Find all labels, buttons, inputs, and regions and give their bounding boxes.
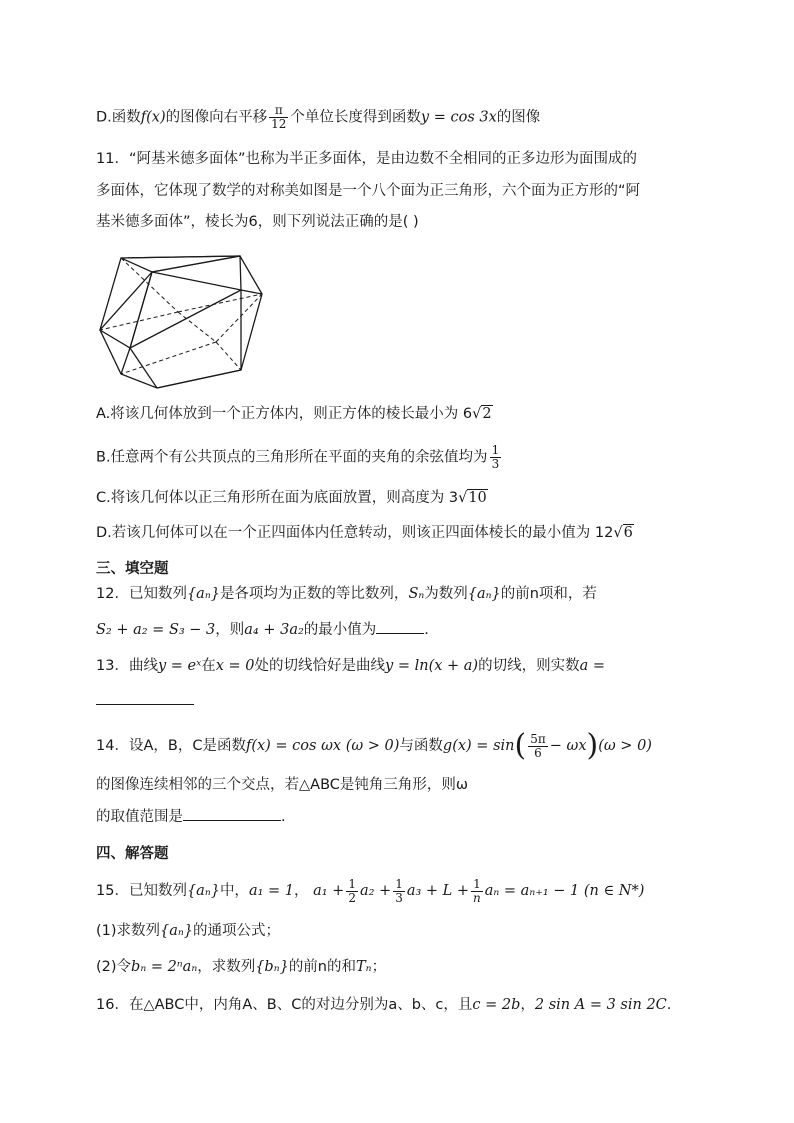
q14-line3: 的取值范围是 . [96, 806, 286, 828]
q11-d-radicand: 6 [623, 525, 633, 541]
q11-b-fraction: $\frac{1}{3}$ [491, 443, 500, 471]
q14-line1: 14．设A，B，C是函数f(x) = cos ωx (ω > 0)与函数g(x) = sin( $\frac{5\pi}{6}$ − ωx)(ω > 0) [96, 728, 652, 763]
q15-line1: 15．已知数列{aₙ}中，a₁ = 1， a₁ + $\frac{1}{2}$ a₂ + $\frac{1}{3}$ a₃ + L + $\frac{1}{n}$ aₙ = aₙ₊₁ − 1 (n ∈ N*) [96, 876, 645, 905]
q15-part2: (2)令bₙ = 2ⁿaₙ，求数列{bₙ}的前n的和Tₙ； [96, 959, 387, 975]
q11-line2: 多面体，它体现了数学的对称美如图是一个八个面为正三角形，六个面为正方形的“阿 [96, 183, 641, 199]
hidden-edges [100, 258, 262, 374]
q14-fraction: $\frac{5\pi}{6}$ [530, 731, 546, 760]
q10-d-prefix: D.函数 [96, 109, 141, 126]
q10-d-mid2: 个单位长度得到函数 [290, 109, 421, 126]
q10-option-d [96, 104, 540, 131]
q16-line1: 16．在△ABC中，内角A、B、C的对边分别为a、b、c，且c = 2b，2 sin A = 3 sin 2C. [96, 997, 672, 1013]
q11-line3: 基米德多面体”，棱长为6，则下列说法正确的是( ) [96, 214, 419, 230]
q15-part1: (1)求数列{aₙ}的通项公式； [96, 923, 281, 939]
q10-d-fraction: $\frac{\pi}{12}$ [271, 103, 287, 131]
q10-d-mid: 的图像向右平移 [165, 109, 268, 126]
section-4-heading: 四、解答题 [96, 846, 169, 862]
q14-answer-blank[interactable] [183, 806, 281, 821]
q12-line1: 12．已知数列{aₙ}是各项均为正数的等比数列，Sₙ为数列{aₙ}的前n项和，若 [96, 586, 597, 602]
q11-option-c: C.将该几何体以正三角形所在面为底面放置，则高度为 3√10 [96, 490, 487, 506]
section-3-heading: 三、填空题 [96, 561, 169, 577]
cuboctahedron-figure [94, 250, 274, 398]
q12-line2: S₂ + a₂ = S₃ − 3，则a₄ + 3a₂的最小值为 . [96, 619, 429, 641]
q11-option-a: A.将该几何体放到一个正方体内，则正方体的棱长最小为 6√2 [96, 406, 492, 422]
q10-d-expr: y = cos 3x [420, 109, 497, 126]
q11-line1: 11．“阿基米德多面体”也称为半正多面体，是由边数不全相同的正多边形为面围成的 [96, 151, 637, 167]
q11-a-radicand: 2 [482, 406, 492, 422]
q13-line1: 13．曲线y = eˣ在x = 0处的切线恰好是曲线y = ln(x + a)的切线，则实数a = [96, 658, 605, 674]
q10-d-suffix: 的图像 [496, 109, 541, 126]
q11-c-radicand: 10 [468, 490, 487, 506]
q11-option-b: B.任意两个有公共顶点的三角形所在平面的夹角的余弦值均为 $\frac{1}{3}$ [96, 443, 500, 471]
q10-d-fx: f(x) [140, 109, 166, 126]
visible-edges [100, 256, 262, 388]
q11-option-d: D.若该几何体可以在一个正四面体内任意转动，则该正四面体棱长的最小值为 12√6 [96, 525, 633, 541]
q13-answer-blank[interactable] [96, 690, 194, 705]
q14-line2: 的图像连续相邻的三个交点，若△ABC是钝角三角形，则ω [96, 777, 469, 793]
q12-answer-blank[interactable] [376, 619, 424, 634]
